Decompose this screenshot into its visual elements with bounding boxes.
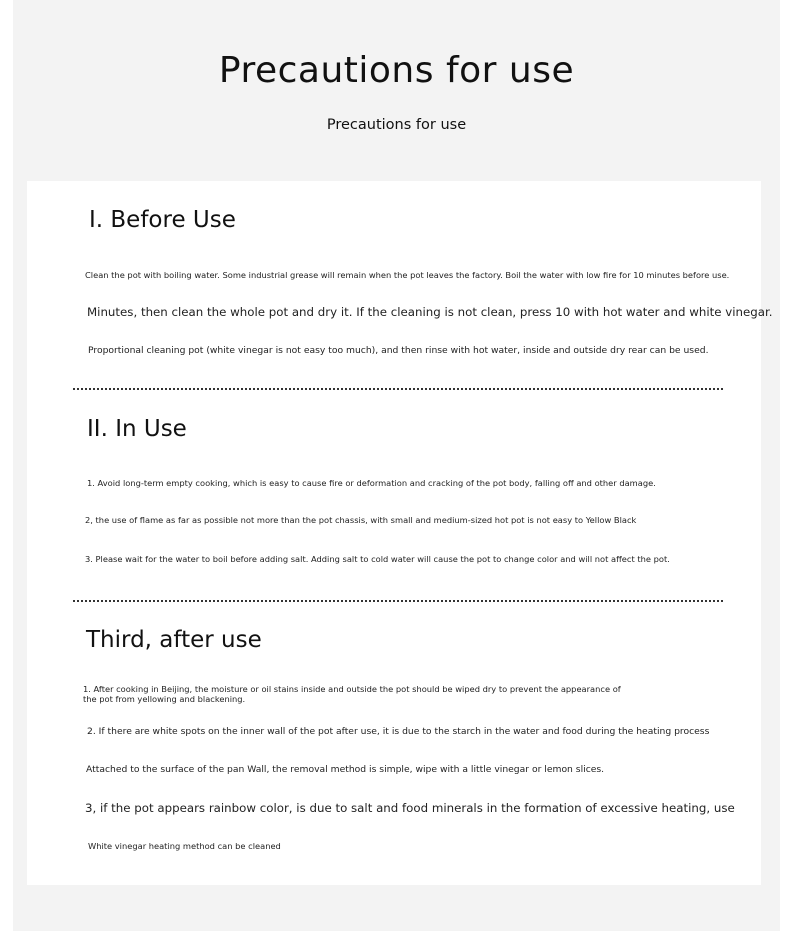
- section-line: Proportional cleaning pot (white vinegar is not easy too much), and then rinse with hot water, inside and outside dry rear can be used.: [88, 345, 709, 356]
- section-line: White vinegar heating method can be cleaned: [88, 841, 281, 851]
- section-line: 3, if the pot appears rainbow color, is due to salt and food minerals in the formation of excessive heating, use: [85, 801, 735, 815]
- page-title: Precautions for use: [218, 50, 575, 91]
- section-line: 2, the use of flame as far as possible not more than the pot chassis, with small and medium-sized hot pot is not easy to Yellow Black: [85, 515, 637, 525]
- content-card: [27, 181, 773, 885]
- page-subtitle: Precautions for use: [326, 117, 467, 133]
- section-heading-in-use: II. In Use: [87, 416, 187, 442]
- section-line: Minutes, then clean the whole pot and dry it. If the cleaning is not clean, press 10 with hot water and white vinegar.: [87, 305, 773, 319]
- section-line: Attached to the surface of the pan Wall, the removal method is simple, wipe with a little vinegar or lemon slices.: [86, 764, 605, 775]
- section-line: 3. Please wait for the water to boil before adding salt. Adding salt to cold water will cause the pot to change color and will not affect the pot.: [85, 554, 670, 564]
- section-divider: [73, 600, 723, 602]
- section-line: 2. If there are white spots on the inner wall of the pot after use, it is due to the starch in the water and food during the heating process: [87, 726, 710, 737]
- section-divider: [73, 388, 723, 390]
- section-line: 1. Avoid long-term empty cooking, which is easy to cause fire or deformation and cracking of the pot body, falling off and other damage.: [87, 478, 656, 488]
- section-line: 1. After cooking in Beijing, the moisture or oil stains inside and outside the pot should be wiped dry to prevent the appearance of the pot from yellowing and blackening.: [83, 684, 621, 704]
- section-line: Clean the pot with boiling water. Some industrial grease will remain when the pot leaves the factory. Boil the water with low fire for 10 minutes before use.: [85, 270, 730, 280]
- section-heading-before-use: I. Before Use: [89, 207, 236, 233]
- page-background: [13, 0, 780, 931]
- section-heading-after-use: Third, after use: [86, 627, 262, 653]
